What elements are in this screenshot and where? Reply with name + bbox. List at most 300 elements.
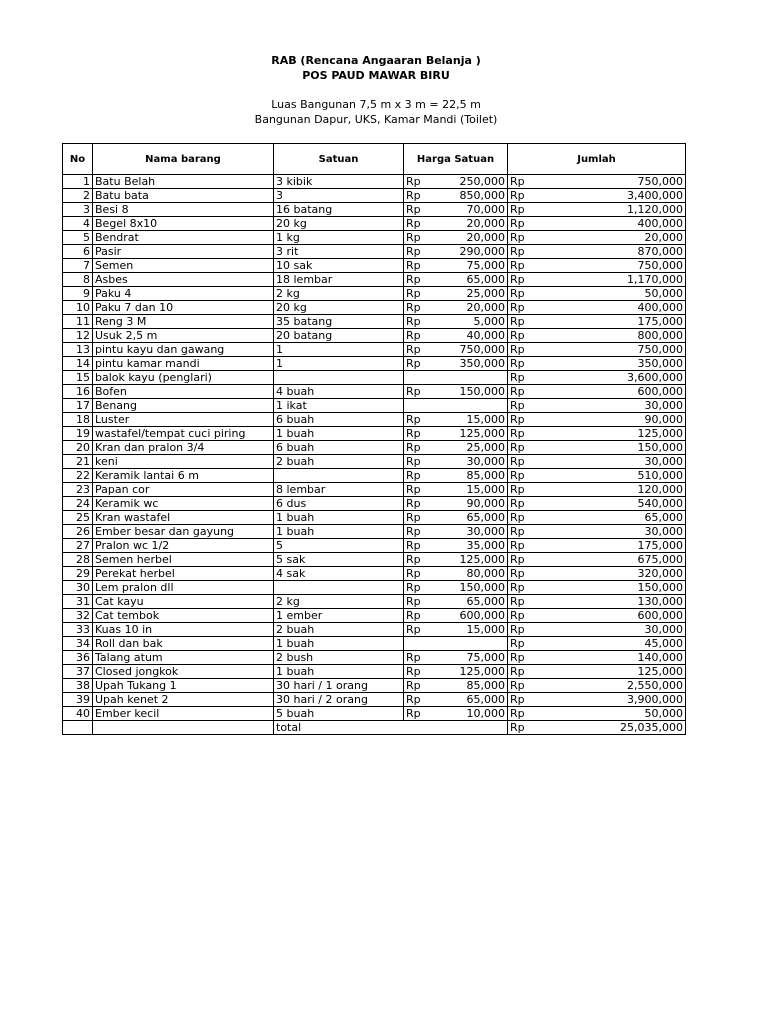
item-name: Upah kenet 2 xyxy=(93,693,274,707)
line-total: 320,000 xyxy=(538,567,686,581)
price-currency: Rp xyxy=(404,273,438,287)
price-currency: Rp xyxy=(404,315,438,329)
line-total: 540,000 xyxy=(538,497,686,511)
row-number: 31 xyxy=(63,595,93,609)
total-blank xyxy=(93,721,274,735)
line-total: 175,000 xyxy=(538,539,686,553)
item-unit: 4 sak xyxy=(274,567,404,581)
item-name: Paku 4 xyxy=(93,287,274,301)
line-total: 65,000 xyxy=(538,511,686,525)
header-spacer xyxy=(0,83,752,97)
item-name: Papan cor xyxy=(93,483,274,497)
row-number: 18 xyxy=(63,413,93,427)
row-number: 29 xyxy=(63,567,93,581)
unit-price: 25,000 xyxy=(438,441,508,455)
table-row xyxy=(63,581,686,595)
price-currency: Rp xyxy=(404,651,438,665)
row-number: 14 xyxy=(63,357,93,371)
price-currency: Rp xyxy=(404,511,438,525)
item-name: Benang xyxy=(93,399,274,413)
total-blank xyxy=(63,721,93,735)
total-currency: Rp xyxy=(508,469,538,483)
line-total: 600,000 xyxy=(538,609,686,623)
line-total: 150,000 xyxy=(538,581,686,595)
row-number: 11 xyxy=(63,315,93,329)
item-unit: 30 hari / 2 orang xyxy=(274,693,404,707)
price-currency: Rp xyxy=(404,469,438,483)
row-number: 1 xyxy=(63,175,93,189)
item-unit: 6 dus xyxy=(274,497,404,511)
row-number: 17 xyxy=(63,399,93,413)
unit-price: 85,000 xyxy=(438,469,508,483)
item-unit: 1 buah xyxy=(274,525,404,539)
item-name: Kuas 10 in xyxy=(93,623,274,637)
row-number: 4 xyxy=(63,217,93,231)
line-total: 125,000 xyxy=(538,665,686,679)
item-unit: 20 kg xyxy=(274,217,404,231)
total-row xyxy=(63,721,686,735)
price-currency: Rp xyxy=(404,217,438,231)
row-number: 22 xyxy=(63,469,93,483)
line-total: 1,170,000 xyxy=(538,273,686,287)
table-row xyxy=(63,497,686,511)
row-number: 39 xyxy=(63,693,93,707)
total-currency: Rp xyxy=(508,259,538,273)
unit-price: 125,000 xyxy=(438,427,508,441)
table-row xyxy=(63,217,686,231)
line-total: 3,400,000 xyxy=(538,189,686,203)
unit-price: 65,000 xyxy=(438,693,508,707)
total-currency: Rp xyxy=(508,441,538,455)
price-currency: Rp xyxy=(404,385,438,399)
line-total: 30,000 xyxy=(538,455,686,469)
item-unit: 20 kg xyxy=(274,301,404,315)
table-row xyxy=(63,693,686,707)
item-name: keni xyxy=(93,455,274,469)
item-name: Kran wastafel xyxy=(93,511,274,525)
total-currency: Rp xyxy=(508,455,538,469)
table-row xyxy=(63,189,686,203)
total-value: 25,035,000 xyxy=(538,721,686,735)
total-currency: Rp xyxy=(508,553,538,567)
item-unit: 1 xyxy=(274,343,404,357)
line-total: 750,000 xyxy=(538,175,686,189)
row-number: 13 xyxy=(63,343,93,357)
item-unit: 1 buah xyxy=(274,637,404,651)
item-name: wastafel/tempat cuci piring xyxy=(93,427,274,441)
price-currency: Rp xyxy=(404,357,438,371)
row-number: 2 xyxy=(63,189,93,203)
table-row xyxy=(63,637,686,651)
price-currency: Rp xyxy=(404,231,438,245)
table-row xyxy=(63,371,686,385)
item-name: Closed jongkok xyxy=(93,665,274,679)
item-name: pintu kamar mandi xyxy=(93,357,274,371)
item-name: Usuk 2,5 m xyxy=(93,329,274,343)
line-total: 1,120,000 xyxy=(538,203,686,217)
table-row xyxy=(63,651,686,665)
unit-price: 65,000 xyxy=(438,511,508,525)
price-currency: Rp xyxy=(404,567,438,581)
line-total: 50,000 xyxy=(538,287,686,301)
total-currency: Rp xyxy=(508,595,538,609)
total-currency: Rp xyxy=(508,343,538,357)
unit-price: 20,000 xyxy=(438,301,508,315)
table-body xyxy=(63,175,686,721)
item-unit: 2 kg xyxy=(274,287,404,301)
item-name: Lem pralon dll xyxy=(93,581,274,595)
price-currency: Rp xyxy=(404,259,438,273)
unit-price: 65,000 xyxy=(438,273,508,287)
price-currency: Rp xyxy=(404,679,438,693)
item-name: Besi 8 xyxy=(93,203,274,217)
line-total: 3,600,000 xyxy=(538,371,686,385)
item-name: Luster xyxy=(93,413,274,427)
price-currency: Rp xyxy=(404,665,438,679)
total-currency: Rp xyxy=(508,315,538,329)
unit-price: 150,000 xyxy=(438,385,508,399)
row-number: 20 xyxy=(63,441,93,455)
price-currency: Rp xyxy=(404,595,438,609)
row-number: 28 xyxy=(63,553,93,567)
row-number: 6 xyxy=(63,245,93,259)
item-unit: 5 buah xyxy=(274,707,404,721)
unit-price: 30,000 xyxy=(438,525,508,539)
item-name: Pasir xyxy=(93,245,274,259)
item-unit: 30 hari / 1 orang xyxy=(274,679,404,693)
price-currency: Rp xyxy=(404,343,438,357)
total-currency: Rp xyxy=(508,497,538,511)
item-name: Keramik lantai 6 m xyxy=(93,469,274,483)
total-currency: Rp xyxy=(508,637,538,651)
item-name: Asbes xyxy=(93,273,274,287)
unit-price: 40,000 xyxy=(438,329,508,343)
price-currency: Rp xyxy=(404,287,438,301)
row-number: 7 xyxy=(63,259,93,273)
item-name: Batu bata xyxy=(93,189,274,203)
total-currency: Rp xyxy=(508,511,538,525)
unit-price: 65,000 xyxy=(438,595,508,609)
item-unit: 5 sak xyxy=(274,553,404,567)
row-number: 9 xyxy=(63,287,93,301)
item-name: Reng 3 M xyxy=(93,315,274,329)
price-currency: Rp xyxy=(404,693,438,707)
table-row xyxy=(63,567,686,581)
table-row xyxy=(63,413,686,427)
line-total: 30,000 xyxy=(538,623,686,637)
item-name: Paku 7 dan 10 xyxy=(93,301,274,315)
building-description: Bangunan Dapur, UKS, Kamar Mandi (Toilet) xyxy=(254,113,498,126)
table-row xyxy=(63,469,686,483)
row-number: 36 xyxy=(63,651,93,665)
price-currency: Rp xyxy=(404,189,438,203)
item-unit: 4 buah xyxy=(274,385,404,399)
table-row xyxy=(63,231,686,245)
total-currency: Rp xyxy=(508,329,538,343)
price-currency: Rp xyxy=(404,581,438,595)
table-row xyxy=(63,707,686,721)
total-currency: Rp xyxy=(508,371,538,385)
table-row xyxy=(63,623,686,637)
organization-name: POS PAUD MAWAR BIRU xyxy=(302,69,450,82)
row-number: 15 xyxy=(63,371,93,385)
table-row xyxy=(63,385,686,399)
item-unit: 1 buah xyxy=(274,511,404,525)
total-currency: Rp xyxy=(508,287,538,301)
table-row xyxy=(63,483,686,497)
item-unit: 10 sak xyxy=(274,259,404,273)
price-currency: Rp xyxy=(404,497,438,511)
unit-price: 290,000 xyxy=(438,245,508,259)
total-currency: Rp xyxy=(508,357,538,371)
document-title: RAB (Rencana Angaaran Belanja ) xyxy=(271,54,481,67)
item-name: Cat kayu xyxy=(93,595,274,609)
line-total: 800,000 xyxy=(538,329,686,343)
item-unit: 2 buah xyxy=(274,455,404,469)
row-number: 8 xyxy=(63,273,93,287)
total-currency: Rp xyxy=(508,189,538,203)
total-currency: Rp xyxy=(508,427,538,441)
line-total: 3,900,000 xyxy=(538,693,686,707)
total-currency: Rp xyxy=(508,245,538,259)
unit-price: 10,000 xyxy=(438,707,508,721)
price-currency: Rp xyxy=(404,553,438,567)
item-unit: 3 kibik xyxy=(274,175,404,189)
item-unit: 1 ikat xyxy=(274,399,404,413)
unit-price: 150,000 xyxy=(438,581,508,595)
line-total: 45,000 xyxy=(538,637,686,651)
total-currency: Rp xyxy=(508,175,538,189)
table-row xyxy=(63,553,686,567)
col-header-harga: Harga Satuan xyxy=(404,144,508,175)
col-header-jumlah: Jumlah xyxy=(508,144,686,175)
item-name: Perekat herbel xyxy=(93,567,274,581)
unit-price: 35,000 xyxy=(438,539,508,553)
unit-price: 15,000 xyxy=(438,413,508,427)
item-unit: 16 batang xyxy=(274,203,404,217)
table-row xyxy=(63,441,686,455)
item-name: Kran dan pralon 3/4 xyxy=(93,441,274,455)
table-row xyxy=(63,525,686,539)
price-currency: Rp xyxy=(404,427,438,441)
table-row xyxy=(63,609,686,623)
total-label: total xyxy=(274,721,508,735)
line-total: 150,000 xyxy=(538,441,686,455)
total-currency: Rp xyxy=(508,567,538,581)
item-unit xyxy=(274,371,404,385)
unit-price: 5,000 xyxy=(438,315,508,329)
item-name: Semen xyxy=(93,259,274,273)
price-currency xyxy=(404,637,438,651)
line-total: 400,000 xyxy=(538,301,686,315)
price-currency: Rp xyxy=(404,609,438,623)
row-number: 5 xyxy=(63,231,93,245)
total-currency: Rp xyxy=(508,385,538,399)
row-number: 26 xyxy=(63,525,93,539)
table-row xyxy=(63,329,686,343)
price-currency: Rp xyxy=(404,441,438,455)
building-area: Luas Bangunan 7,5 m x 3 m = 22,5 m xyxy=(271,98,481,111)
row-number: 37 xyxy=(63,665,93,679)
item-unit: 1 xyxy=(274,357,404,371)
line-total: 870,000 xyxy=(538,245,686,259)
item-name: Bendrat xyxy=(93,231,274,245)
line-total: 750,000 xyxy=(538,259,686,273)
item-name: Upah Tukang 1 xyxy=(93,679,274,693)
total-currency: Rp xyxy=(508,539,538,553)
table-row xyxy=(63,203,686,217)
item-unit: 6 buah xyxy=(274,413,404,427)
row-number: 25 xyxy=(63,511,93,525)
table-row xyxy=(63,539,686,553)
table-row xyxy=(63,273,686,287)
total-currency: Rp xyxy=(508,525,538,539)
total-currency: Rp xyxy=(508,217,538,231)
total-currency: Rp xyxy=(508,679,538,693)
row-number: 12 xyxy=(63,329,93,343)
line-total: 30,000 xyxy=(538,399,686,413)
item-unit: 1 kg xyxy=(274,231,404,245)
table-row xyxy=(63,175,686,189)
line-total: 2,550,000 xyxy=(538,679,686,693)
unit-price: 90,000 xyxy=(438,497,508,511)
table-row xyxy=(63,511,686,525)
row-number: 3 xyxy=(63,203,93,217)
total-currency: Rp xyxy=(508,483,538,497)
total-currency: Rp xyxy=(508,301,538,315)
table-row xyxy=(63,343,686,357)
item-unit: 1 buah xyxy=(274,427,404,441)
price-currency: Rp xyxy=(404,483,438,497)
unit-price: 30,000 xyxy=(438,455,508,469)
unit-price: 85,000 xyxy=(438,679,508,693)
unit-price: 125,000 xyxy=(438,553,508,567)
unit-price: 70,000 xyxy=(438,203,508,217)
table-row xyxy=(63,259,686,273)
table-row xyxy=(63,665,686,679)
table-row xyxy=(63,357,686,371)
unit-price xyxy=(438,637,508,651)
unit-price xyxy=(438,371,508,385)
item-unit: 3 rit xyxy=(274,245,404,259)
row-number: 16 xyxy=(63,385,93,399)
item-unit: 2 bush xyxy=(274,651,404,665)
unit-price: 850,000 xyxy=(438,189,508,203)
unit-price: 80,000 xyxy=(438,567,508,581)
item-name: balok kayu (penglari) xyxy=(93,371,274,385)
item-unit xyxy=(274,581,404,595)
table-row xyxy=(63,679,686,693)
table-row xyxy=(63,245,686,259)
unit-price: 15,000 xyxy=(438,623,508,637)
item-name: Roll dan bak xyxy=(93,637,274,651)
line-total: 130,000 xyxy=(538,595,686,609)
item-name: pintu kayu dan gawang xyxy=(93,343,274,357)
item-name: Bofen xyxy=(93,385,274,399)
row-number: 24 xyxy=(63,497,93,511)
row-number: 40 xyxy=(63,707,93,721)
budget-table xyxy=(62,143,686,735)
line-total: 120,000 xyxy=(538,483,686,497)
col-header-nama: Nama barang xyxy=(93,144,274,175)
total-currency: Rp xyxy=(508,203,538,217)
col-header-no: No xyxy=(63,144,93,175)
total-currency: Rp xyxy=(508,273,538,287)
price-currency: Rp xyxy=(404,539,438,553)
price-currency: Rp xyxy=(404,203,438,217)
unit-price: 600,000 xyxy=(438,609,508,623)
total-currency: Rp xyxy=(508,707,538,721)
item-unit: 20 batang xyxy=(274,329,404,343)
price-currency: Rp xyxy=(404,329,438,343)
table-row xyxy=(63,427,686,441)
item-unit: 1 buah xyxy=(274,665,404,679)
item-name: Talang atum xyxy=(93,651,274,665)
item-name: Pralon wc 1/2 xyxy=(93,539,274,553)
price-currency: Rp xyxy=(404,413,438,427)
item-unit: 35 batang xyxy=(274,315,404,329)
row-number: 38 xyxy=(63,679,93,693)
table-row xyxy=(63,455,686,469)
line-total: 30,000 xyxy=(538,525,686,539)
price-currency xyxy=(404,371,438,385)
row-number: 10 xyxy=(63,301,93,315)
total-currency: Rp xyxy=(508,413,538,427)
unit-price: 250,000 xyxy=(438,175,508,189)
item-unit: 8 lembar xyxy=(274,483,404,497)
total-currency: Rp xyxy=(508,609,538,623)
line-total: 20,000 xyxy=(538,231,686,245)
total-currency: Rp xyxy=(508,651,538,665)
item-unit: 1 ember xyxy=(274,609,404,623)
item-unit: 18 lembar xyxy=(274,273,404,287)
row-number: 23 xyxy=(63,483,93,497)
unit-price: 20,000 xyxy=(438,217,508,231)
row-number: 34 xyxy=(63,637,93,651)
item-name: Semen herbel xyxy=(93,553,274,567)
line-total: 400,000 xyxy=(538,217,686,231)
item-unit: 6 buah xyxy=(274,441,404,455)
total-currency: Rp xyxy=(508,665,538,679)
line-total: 175,000 xyxy=(538,315,686,329)
total-currency: Rp xyxy=(508,581,538,595)
price-currency: Rp xyxy=(404,175,438,189)
item-name: Batu Belah xyxy=(93,175,274,189)
table-header xyxy=(63,144,686,175)
unit-price: 750,000 xyxy=(438,343,508,357)
item-unit: 2 kg xyxy=(274,595,404,609)
document-header xyxy=(0,53,752,127)
item-name: Ember besar dan gayung xyxy=(93,525,274,539)
unit-price: 20,000 xyxy=(438,231,508,245)
item-name: Keramik wc xyxy=(93,497,274,511)
price-currency: Rp xyxy=(404,525,438,539)
line-total: 140,000 xyxy=(538,651,686,665)
unit-price: 350,000 xyxy=(438,357,508,371)
table-row xyxy=(63,399,686,413)
row-number: 32 xyxy=(63,609,93,623)
item-unit: 3 xyxy=(274,189,404,203)
price-currency: Rp xyxy=(404,455,438,469)
row-number: 21 xyxy=(63,455,93,469)
total-currency: Rp xyxy=(508,623,538,637)
table-row xyxy=(63,287,686,301)
unit-price xyxy=(438,399,508,413)
item-name: Ember kecil xyxy=(93,707,274,721)
unit-price: 75,000 xyxy=(438,651,508,665)
unit-price: 75,000 xyxy=(438,259,508,273)
row-number: 19 xyxy=(63,427,93,441)
